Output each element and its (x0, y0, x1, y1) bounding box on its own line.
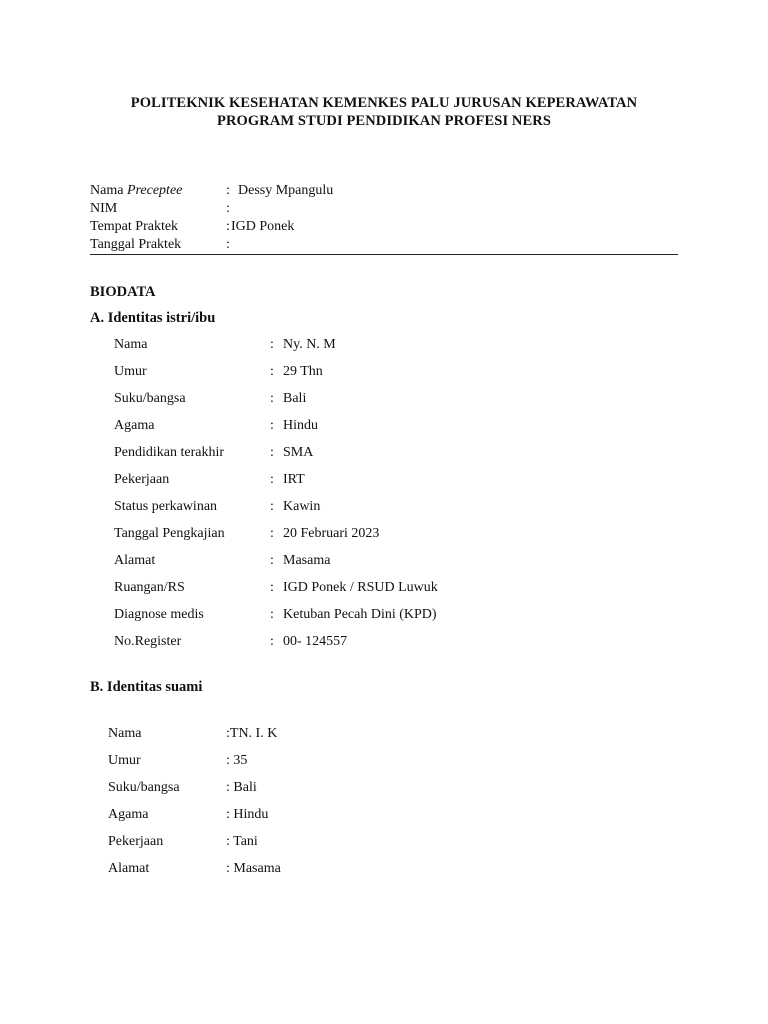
field-value: : Bali (226, 780, 257, 795)
field-label: Pendidikan terakhir (114, 445, 225, 460)
field-row (114, 493, 614, 520)
field-row (114, 412, 614, 439)
info-row-nama (90, 182, 678, 200)
field-value: Kawin (283, 499, 321, 514)
field-value: 20 Februari 2023 (283, 526, 380, 541)
field-label: Status perkawinan (114, 499, 218, 514)
nama-label-prefix: Nama (90, 183, 127, 198)
field-value: 00- 124557 (283, 634, 348, 649)
field-value: IRT (283, 472, 305, 487)
section-b-fields (108, 720, 508, 882)
field-label: Tanggal Pengkajian (114, 526, 225, 541)
field-colon: : (270, 391, 274, 406)
field-value: : Hindu (226, 807, 269, 822)
tanggal-praktek-label: Tanggal Praktek (90, 237, 182, 252)
nim-colon: : (226, 201, 230, 216)
field-label: Suku/bangsa (108, 780, 180, 795)
field-row (114, 439, 614, 466)
field-row (114, 574, 614, 601)
nama-label-italic: Preceptee (126, 183, 183, 198)
field-row (108, 747, 508, 774)
info-row-nim (90, 200, 678, 218)
field-label: No.Register (114, 634, 182, 649)
field-value: : 35 (226, 753, 248, 768)
section-b-title: B. Identitas suami (90, 679, 203, 695)
field-row (114, 331, 614, 358)
field-row (114, 466, 614, 493)
field-value: Masama (283, 553, 331, 568)
field-label: Pekerjaan (114, 472, 170, 487)
field-value: Ny. N. M (283, 337, 336, 352)
field-label: Nama (114, 337, 148, 352)
field-label: Suku/bangsa (114, 391, 186, 406)
field-row (114, 601, 614, 628)
field-colon: : (270, 553, 274, 568)
info-row-tempat (90, 218, 678, 236)
field-colon: : (270, 418, 274, 433)
preceptee-info (90, 182, 678, 254)
field-row (108, 828, 508, 855)
header-program: PROGRAM STUDI PENDIDIKAN PROFESI NERS (216, 113, 551, 129)
field-label: Umur (108, 753, 141, 768)
field-value: :TN. I. K (226, 726, 278, 741)
field-value: : Tani (226, 834, 258, 849)
field-label: Nama (108, 726, 142, 741)
field-colon: : (270, 580, 274, 595)
field-row (114, 628, 614, 655)
field-colon: : (270, 499, 274, 514)
field-label: Pekerjaan (108, 834, 164, 849)
field-value: 29 Thn (283, 364, 323, 379)
nama-preceptee-value: Dessy Mpangulu (238, 183, 334, 198)
header-institution: POLITEKNIK KESEHATAN KEMENKES PALU JURUSAN KEPERAWATAN (130, 95, 638, 111)
field-value: : Masama (226, 861, 281, 876)
field-row (108, 774, 508, 801)
field-colon: : (270, 526, 274, 541)
field-row (114, 520, 614, 547)
field-value: Hindu (283, 418, 318, 433)
field-row (108, 801, 508, 828)
field-value: Bali (283, 391, 307, 406)
biodata-title: BIODATA (90, 284, 156, 300)
document-header (90, 94, 678, 130)
field-label: Alamat (108, 861, 150, 876)
tempat-colon: : (226, 219, 230, 234)
section-a-fields (114, 331, 614, 655)
field-label: Agama (108, 807, 149, 822)
field-row (114, 358, 614, 385)
field-value: IGD Ponek / RSUD Luwuk (283, 580, 438, 595)
field-label: Alamat (114, 553, 156, 568)
field-colon: : (270, 337, 274, 352)
field-value: SMA (283, 445, 314, 460)
field-label: Diagnose medis (114, 607, 204, 622)
section-a-title: A. Identitas istri/ibu (90, 310, 216, 326)
field-label: Ruangan/RS (114, 580, 185, 595)
tempat-praktek-value: IGD Ponek (231, 219, 295, 234)
field-colon: : (270, 364, 274, 379)
field-row (108, 720, 508, 747)
field-row (114, 547, 614, 574)
field-colon: : (270, 472, 274, 487)
field-colon: : (270, 445, 274, 460)
field-label: Umur (114, 364, 147, 379)
tempat-praktek-label: Tempat Praktek (90, 219, 179, 234)
field-row (114, 385, 614, 412)
tanggal-colon: : (226, 237, 230, 252)
field-label: Agama (114, 418, 155, 433)
field-colon: : (270, 634, 274, 649)
field-value: Ketuban Pecah Dini (KPD) (283, 607, 437, 622)
field-colon: : (270, 607, 274, 622)
header-divider (90, 254, 678, 255)
info-row-tanggal (90, 236, 678, 254)
nim-label: NIM (90, 201, 118, 216)
nama-colon: : (226, 183, 230, 198)
field-row (108, 855, 508, 882)
nama-preceptee-label (90, 182, 182, 200)
